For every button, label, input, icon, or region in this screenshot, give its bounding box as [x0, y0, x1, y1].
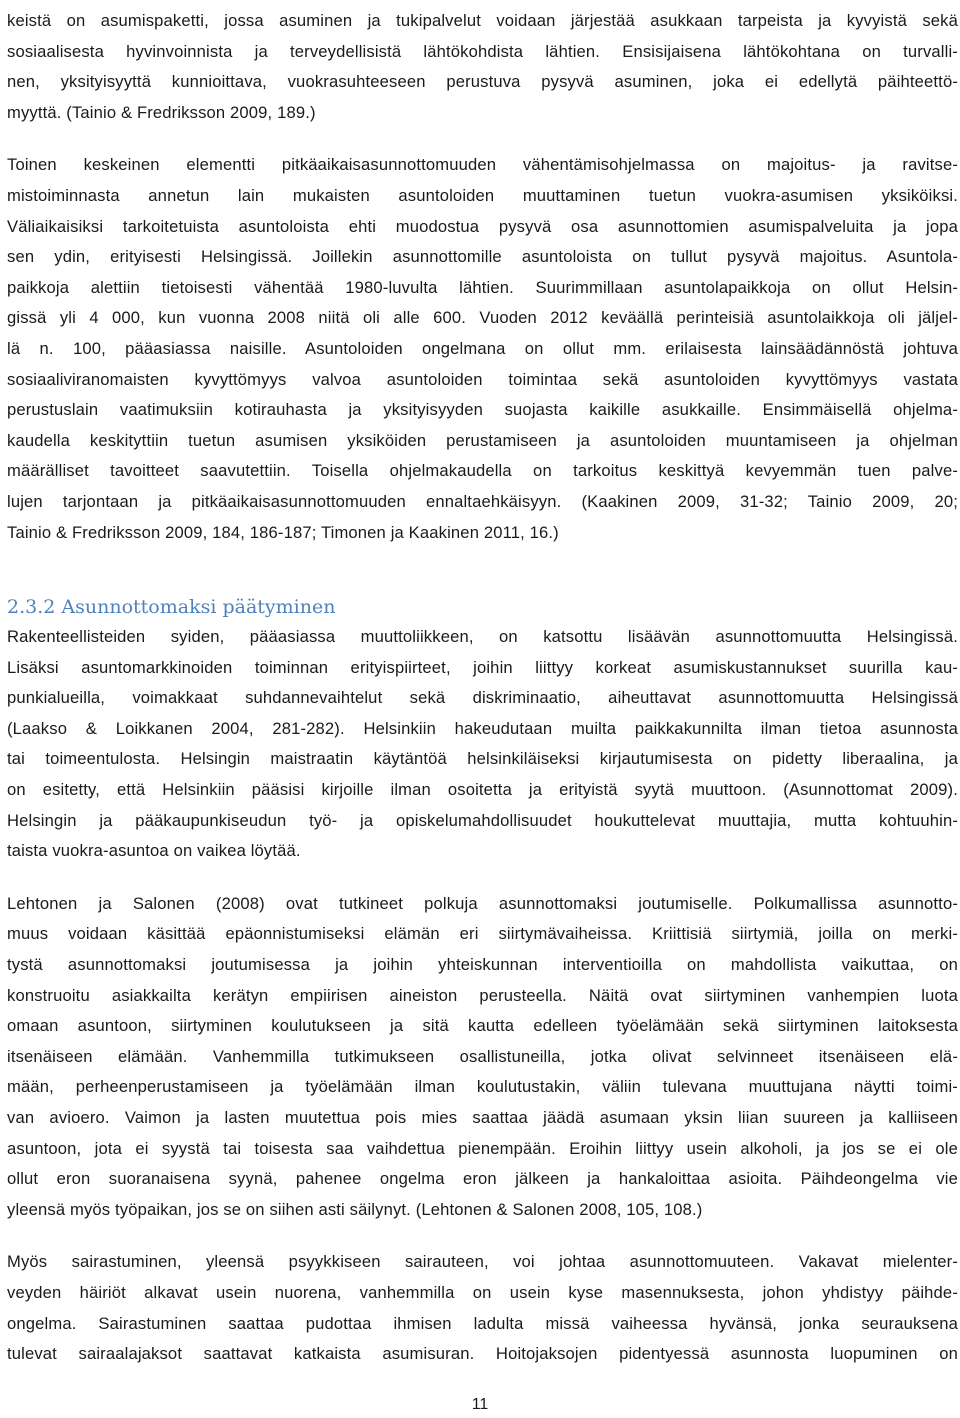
- text-line: sosiaalisesta hyvinvoinnista ja terveydellisistä lähtökohdista lähtien. Ensisijaisena lähtökohtana on turvalli-: [7, 41, 958, 61]
- text-line: perustuslain vaatimuksiin kotirauhasta ja yksityisyyden suojasta kaikille asukkaille. Ensimmäisellä ohjelma-: [7, 400, 958, 420]
- text-line: Lehtonen ja Salonen (2008) ovat tutkineet polkuja asunnottomaksi joutumiselle. Polkumallissa asunnotto-: [7, 893, 958, 913]
- text-line: veyden häiriöt alkavat usein nuorena, vanhemmilla on usein kyse masennuksesta, johon yhdistyy päihde-: [7, 1282, 958, 1302]
- text-line: (Laakso & Loikkanen 2004, 281-282). Helsinkiin hakeudutaan muilta paikkakunnilta ilman tietoa asunnosta: [7, 718, 958, 738]
- text-line: omaan asuntoon, siirtyminen koulutukseen ja sitä kautta edelleen työelämään sekä siirtyminen laitoksesta: [7, 1016, 958, 1036]
- text-line: sen ydin, erityisesti Helsingissä. Joillekin asunnottomille asuntoloista on tullut pysyvä majoitus. Asuntola-: [7, 247, 958, 267]
- text-line: van avioero. Vaimon ja lasten muutettua pois mies saattaa jäädä asumaan yksin liian suureen ja kalliiseen: [7, 1108, 958, 1127]
- text-line: itsenäiseen elämään. Vanhemmilla tutkimukseen osallistuneilla, jotka olivat selvinneet itsenäiseen elä-: [7, 1046, 958, 1066]
- section-heading: [7, 592, 960, 622]
- section-title: Asunnottomaksi päätyminen: [61, 596, 336, 619]
- page-number: 11: [471, 1396, 489, 1413]
- text-line: Väliaikaisiksi tarkoitetuista asuntoloista ehti muodostua pysyvä osa asunnottomien asumispalveluita ja jopa: [7, 216, 958, 236]
- text-line: gissä yli 4 000, kun vuonna 2008 niitä oli alle 600. Vuoden 2012 keväällä perinteisiä asuntolaikkoja oli jäljel-: [7, 308, 958, 328]
- text-line: konstruoitu asiakkailta kerätyn empiirisen aineiston perusteella. Näitä ovat siirtyminen vanhempien luota: [7, 985, 958, 1005]
- text-line: taista vuokra-asuntoa on vaikea löytää.: [7, 841, 301, 861]
- text-line: nen, yksityisyyttä kunnioittava, vuokrasuhteeseen perustuva pysyvä asuminen, joka ei edellytä päihteettö-: [7, 72, 958, 92]
- text-line: asuntoon, jota ei syystä tai toisesta saa vaihdettua pienempään. Eroihin liittyy usein alkoholi, ja jos se ei ole: [7, 1138, 958, 1158]
- text-line: on esitetty, että Helsinkiin pääsisi kirjoille ilman osoitetta ja erityistä syytä muuttoon. (Asunnottomat 2009).: [7, 780, 958, 800]
- paragraph-structural-causes: [7, 622, 958, 867]
- text-line: Myös sairastuminen, yleensä psyykkiseen sairauteen, voi johtaa asunnottomuuteen. Vakavat mielenter-: [7, 1252, 958, 1272]
- text-line: kaudella keskityttiin tuetun asumisen yksiköiden perustamiseen ja asuntoloiden muuntamiseen ja ohjelman: [7, 430, 958, 450]
- text-line: mistoiminnasta annetun lain mukaisten asuntoloiden muuttaminen tuetun vuokra-asumisen yksiköiksi.: [7, 185, 958, 205]
- text-line: Rakenteellisteiden syiden, pääasiassa muuttoliikkeen, on katsottu lisäävän asunnottomuutta Helsingissä.: [7, 627, 958, 647]
- paragraph-illness: [7, 1247, 958, 1369]
- text-line: lä n. 100, pääasiassa naisille. Asuntoloiden ongelmana on ollut mm. erilaisesta lainsäädännöstä johtuva: [7, 338, 958, 358]
- paragraph-hostels: [7, 150, 958, 548]
- text-line: tai toimeentulosta. Helsingin maistraatin käytäntöä helsinkiläiseksi kirjautumisesta on pidetty liberaalina, ja: [7, 749, 958, 769]
- text-line: muus voidaan käsittää epäonnistumiseksi elämän eri siirtymävaiheissa. Kriittisiä siirtymiä, joilla on merki-: [7, 924, 958, 944]
- text-line: yleensä myös työpaikan, jos se on siihen asti säilynyt. (Lehtonen & Salonen 2008, 105, 108.): [7, 1199, 703, 1219]
- text-line: Lisäksi asuntomarkkinoiden toiminnan erityispiirteet, joihin liittyy korkeat asumiskustannukset suurilla kau-: [7, 657, 958, 677]
- paragraph-path-model: [7, 889, 958, 1226]
- text-line: ollut eron suoranaisena syynä, pahenee ongelma eron jälkeen ja hankaloittaa asioita. Päihdeongelma vie: [7, 1169, 958, 1189]
- text-line: määrälliset tavoitteet saavutettiin. Toisella ohjelmakaudella on tarkoitus keskittyä kevyemmän tuen palve-: [7, 461, 958, 481]
- text-line: ongelma. Sairastuminen saattaa pudottaa ihmisen ladulta missä vaiheessa hyvänsä, jonka seurauksena: [7, 1313, 958, 1333]
- text-line: Tainio & Fredriksson 2009, 184, 186-187; Timonen ja Kaakinen 2011, 16.): [7, 522, 559, 542]
- text-line: punkialueilla, voimakkaat suhdannevaihtelut sekä diskriminaatio, aiheuttavat asunnottomuutta Helsingissä: [7, 688, 958, 708]
- text-line: mään, perheenperustamiseen ja työelämään ilman koulutustakin, väliin tulevana muuttujana näytti toimi-: [7, 1077, 958, 1097]
- text-line: lujen tarjontaan ja pitkäaikaisasunnottomuuden ennaltaehkäisyyn. (Kaakinen 2009, 31-32; Tainio 2009, 20;: [7, 491, 958, 511]
- text-line: paikkoja alettiin tietoisesti vähentää 1980-luvulta lähtien. Suurimmillaan asuntolapaikkoja on ollut Helsin-: [7, 277, 958, 297]
- text-line: tulevat sairaalajaksot saattavat katkaista asumisuran. Hoitojaksojen pidentyessä asunnosta luopuminen on: [7, 1344, 958, 1364]
- text-line: myyttä. (Tainio & Fredriksson 2009, 189.): [7, 102, 316, 122]
- text-line: sosiaaliviranomaisten kyvyttömyys valvoa asuntoloiden toimintaa sekä asuntoloiden kyvyttömyys vastata: [7, 369, 958, 389]
- paragraph-housing-package: [7, 6, 958, 128]
- text-line: keistä on asumispaketti, jossa asuminen ja tukipalvelut voidaan järjestää asukkaan tarpeista ja kyvyistä sekä: [7, 11, 958, 30]
- section-number: 2.3.2: [7, 596, 56, 619]
- text-line: tystä asunnottomaksi joutumisessa ja joihin yhteiskunnan interventioilla on mahdollista vaikuttaa, on: [7, 955, 958, 975]
- text-line: Toinen keskeinen elementti pitkäaikaisasunnottomuuden vähentämisohjelmassa on majoitus- ja ravitse-: [7, 155, 958, 175]
- text-line: Helsingin ja pääkaupunkiseudun työ- ja opiskelumahdollisuudet houkuttelevat muuttajia, mutta kohtuuhin-: [7, 810, 958, 830]
